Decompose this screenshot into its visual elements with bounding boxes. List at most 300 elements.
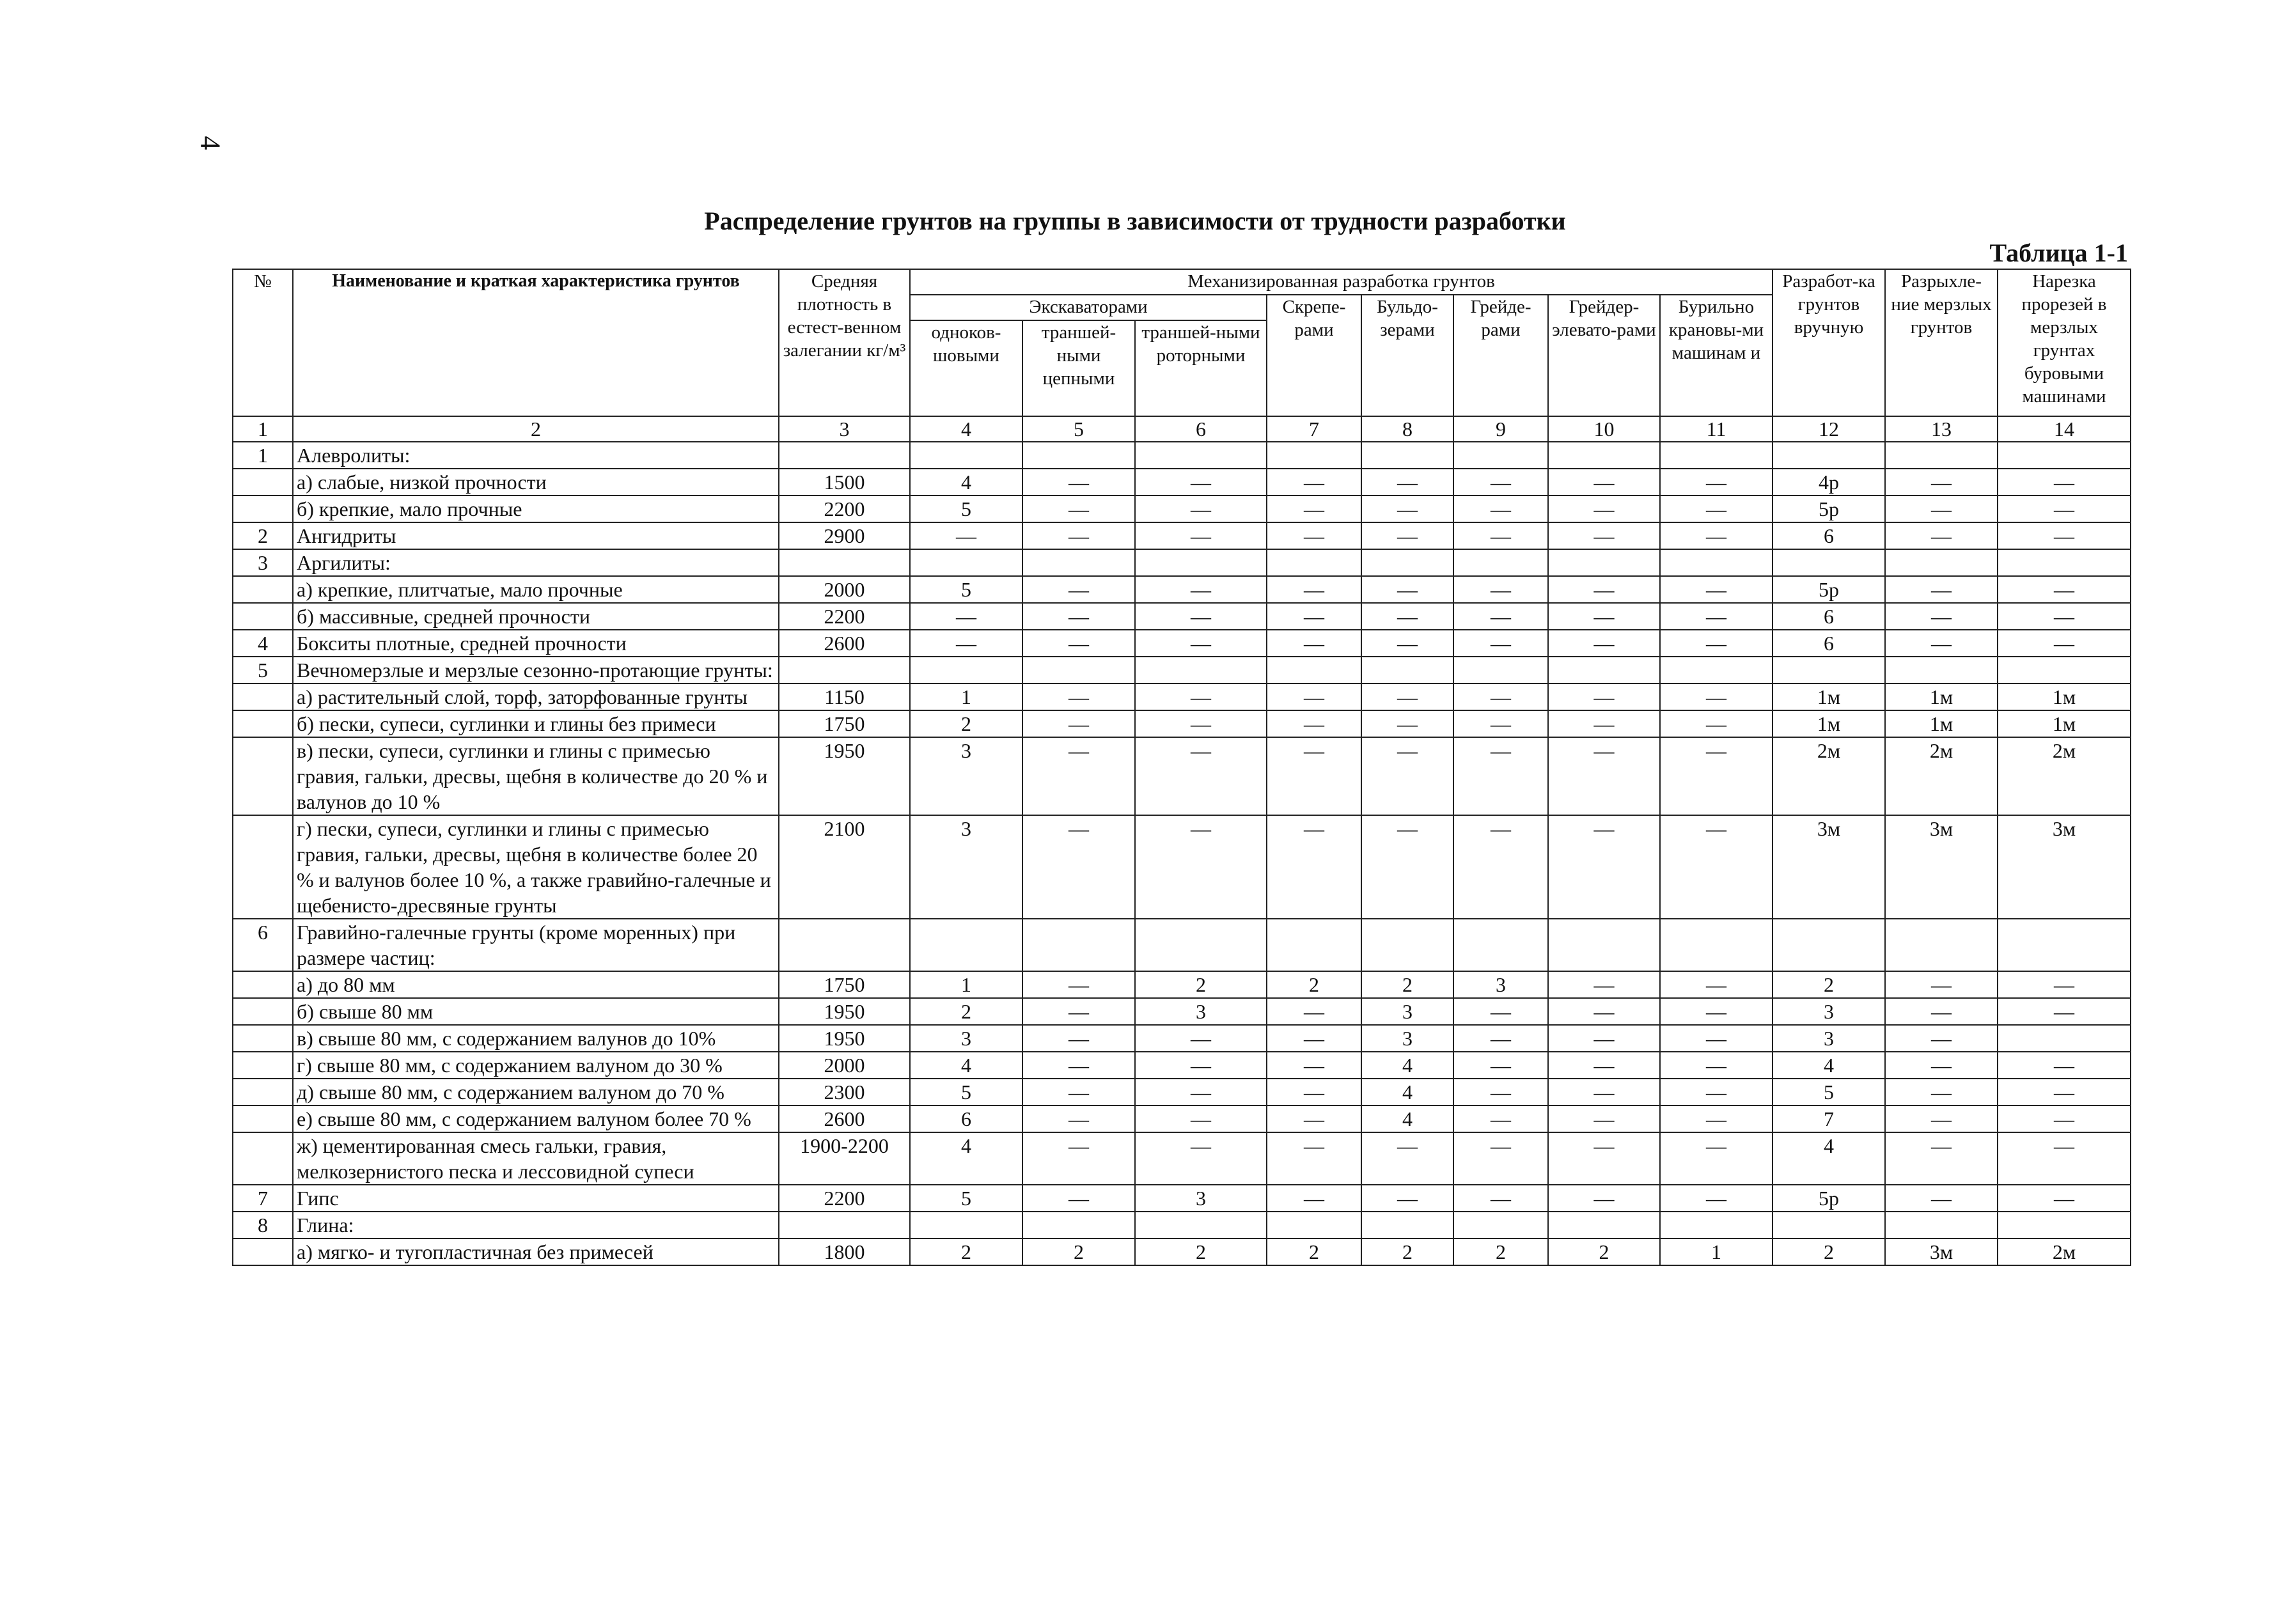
- group-cell: [1453, 1212, 1548, 1238]
- table-title: Распределение грунтов на группы в зависимости от трудности разработки: [704, 207, 1566, 235]
- table-row: [233, 1025, 2131, 1052]
- group-cell: —: [1998, 1185, 2131, 1212]
- group-cell: 6: [1773, 630, 1885, 657]
- soil-name-cell: Гипс: [293, 1185, 779, 1212]
- group-cell: 1м: [1773, 683, 1885, 710]
- table-row: [233, 683, 2131, 710]
- group-cell: —: [1453, 496, 1548, 522]
- group-cell: —: [1998, 998, 2131, 1025]
- group-cell: [1022, 442, 1135, 469]
- group-cell: 5: [910, 1079, 1022, 1105]
- soil-name-cell: д) свыше 80 мм, с содержанием валуном до 70 %: [293, 1079, 779, 1105]
- group-cell: —: [1361, 469, 1453, 496]
- group-cell: 2: [1361, 971, 1453, 998]
- group-cell: —: [1022, 998, 1135, 1025]
- group-cell: [1267, 1212, 1361, 1238]
- group-cell: —: [1022, 522, 1135, 549]
- group-cell: 5р: [1773, 576, 1885, 603]
- group-cell: —: [910, 603, 1022, 630]
- group-cell: 2: [910, 998, 1022, 1025]
- group-cell: 1: [910, 683, 1022, 710]
- group-cell: —: [1135, 710, 1267, 737]
- group-cell: [1773, 442, 1885, 469]
- group-cell: [1885, 657, 1998, 683]
- group-cell: —: [1267, 683, 1361, 710]
- group-cell: 1м: [1885, 710, 1998, 737]
- row-no-cell: [233, 998, 293, 1025]
- header-excavators: Экскаваторами: [910, 295, 1267, 320]
- table-row: [233, 971, 2131, 998]
- density-cell: 1750: [779, 710, 910, 737]
- col-number: 4: [910, 416, 1022, 442]
- group-cell: —: [1022, 630, 1135, 657]
- group-cell: —: [1453, 1025, 1548, 1052]
- group-cell: [1022, 657, 1135, 683]
- group-cell: [1022, 919, 1135, 971]
- group-cell: [910, 1212, 1022, 1238]
- group-cell: 3м: [1885, 1238, 1998, 1265]
- header-bulldozers: Бульдо-зерами: [1361, 295, 1453, 416]
- table-row: [233, 815, 2131, 919]
- group-cell: [1453, 549, 1548, 576]
- group-cell: —: [910, 630, 1022, 657]
- density-cell: 2200: [779, 496, 910, 522]
- group-cell: —: [1022, 971, 1135, 998]
- group-cell: [1660, 442, 1773, 469]
- table-row: [233, 1212, 2131, 1238]
- group-cell: —: [1361, 710, 1453, 737]
- group-cell: —: [1885, 1132, 1998, 1185]
- table-row: [233, 1079, 2131, 1105]
- group-cell: [1885, 919, 1998, 971]
- group-cell: 3м: [1998, 815, 2131, 919]
- group-cell: 6: [1773, 603, 1885, 630]
- group-cell: —: [1660, 1105, 1773, 1132]
- group-cell: —: [1267, 630, 1361, 657]
- group-cell: 5: [910, 496, 1022, 522]
- group-cell: 2: [1453, 1238, 1548, 1265]
- group-cell: —: [1885, 603, 1998, 630]
- group-cell: —: [1998, 576, 2131, 603]
- soil-name-cell: а) до 80 мм: [293, 971, 779, 998]
- density-cell: 2000: [779, 576, 910, 603]
- group-cell: 4р: [1773, 469, 1885, 496]
- group-cell: 3: [910, 815, 1022, 919]
- group-cell: [1548, 549, 1660, 576]
- soil-name-cell: Бокситы плотные, средней прочности: [293, 630, 779, 657]
- density-cell: 1800: [779, 1238, 910, 1265]
- group-cell: 1м: [1998, 710, 2131, 737]
- table-row: [233, 630, 2131, 657]
- group-cell: —: [1361, 496, 1453, 522]
- group-cell: —: [1022, 603, 1135, 630]
- group-cell: —: [1453, 710, 1548, 737]
- group-cell: 3: [1135, 1185, 1267, 1212]
- group-cell: 4: [1361, 1052, 1453, 1079]
- group-cell: —: [1660, 496, 1773, 522]
- group-cell: 4: [910, 1052, 1022, 1079]
- group-cell: 3: [1773, 1025, 1885, 1052]
- density-cell: 1900-2200: [779, 1132, 910, 1185]
- group-cell: 2: [1773, 1238, 1885, 1265]
- group-cell: —: [1660, 710, 1773, 737]
- row-no-cell: [233, 1079, 293, 1105]
- group-cell: —: [1022, 1079, 1135, 1105]
- group-cell: 4: [1361, 1105, 1453, 1132]
- group-cell: 4: [1773, 1132, 1885, 1185]
- group-cell: [1773, 1212, 1885, 1238]
- group-cell: 2м: [1998, 1238, 2131, 1265]
- row-no-cell: [233, 971, 293, 998]
- group-cell: 6: [1773, 522, 1885, 549]
- group-cell: —: [1453, 1105, 1548, 1132]
- row-no-cell: [233, 469, 293, 496]
- group-cell: —: [1453, 737, 1548, 815]
- soil-name-cell: б) свыше 80 мм: [293, 998, 779, 1025]
- group-cell: —: [1135, 1079, 1267, 1105]
- group-cell: —: [1022, 815, 1135, 919]
- header-excav-rotor: траншей-ными роторными: [1135, 320, 1267, 416]
- group-cell: —: [1548, 1105, 1660, 1132]
- header-density: Средняя плотность в естест-венном залегании кг/м³: [779, 269, 910, 416]
- group-cell: —: [1548, 683, 1660, 710]
- group-cell: 5: [910, 1185, 1022, 1212]
- col-number: 10: [1548, 416, 1660, 442]
- group-cell: [910, 549, 1022, 576]
- col-number: 13: [1885, 416, 1998, 442]
- group-cell: 3м: [1885, 815, 1998, 919]
- group-cell: —: [1660, 998, 1773, 1025]
- group-cell: —: [1267, 469, 1361, 496]
- header-no: №: [233, 269, 293, 416]
- table-row: [233, 1238, 2131, 1265]
- table-row: [233, 603, 2131, 630]
- group-cell: —: [1361, 737, 1453, 815]
- row-no-cell: 1: [233, 442, 293, 469]
- group-cell: —: [1548, 1079, 1660, 1105]
- group-cell: [1548, 1212, 1660, 1238]
- soil-name-cell: е) свыше 80 мм, с содержанием валуном более 70 %: [293, 1105, 779, 1132]
- group-cell: —: [1135, 496, 1267, 522]
- density-cell: [779, 919, 910, 971]
- group-cell: —: [1885, 469, 1998, 496]
- group-cell: 5р: [1773, 496, 1885, 522]
- group-cell: —: [1361, 603, 1453, 630]
- group-cell: —: [1548, 1132, 1660, 1185]
- soil-name-cell: в) свыше 80 мм, с содержанием валунов до 10%: [293, 1025, 779, 1052]
- group-cell: —: [1660, 576, 1773, 603]
- row-no-cell: 5: [233, 657, 293, 683]
- group-cell: —: [1267, 496, 1361, 522]
- group-cell: —: [1135, 603, 1267, 630]
- group-cell: 5р: [1773, 1185, 1885, 1212]
- group-cell: —: [1548, 630, 1660, 657]
- group-cell: [1267, 549, 1361, 576]
- table-row: [233, 737, 2131, 815]
- row-no-cell: [233, 683, 293, 710]
- group-cell: [1885, 1212, 1998, 1238]
- group-cell: —: [1135, 522, 1267, 549]
- group-cell: [1548, 919, 1660, 971]
- group-cell: —: [1267, 710, 1361, 737]
- group-cell: —: [1660, 469, 1773, 496]
- group-cell: 1м: [1998, 683, 2131, 710]
- col-number: 8: [1361, 416, 1453, 442]
- group-cell: —: [1660, 815, 1773, 919]
- density-cell: [779, 1212, 910, 1238]
- group-cell: [1022, 1212, 1135, 1238]
- group-cell: [1135, 442, 1267, 469]
- group-cell: —: [1885, 998, 1998, 1025]
- group-cell: —: [1267, 1185, 1361, 1212]
- group-cell: —: [1453, 522, 1548, 549]
- soil-name-cell: а) слабые, низкой прочности: [293, 469, 779, 496]
- group-cell: —: [1660, 603, 1773, 630]
- table-row: [233, 522, 2131, 549]
- group-cell: [1135, 549, 1267, 576]
- group-cell: [1135, 1212, 1267, 1238]
- group-cell: [1998, 442, 2131, 469]
- group-cell: —: [1267, 737, 1361, 815]
- group-cell: 6: [910, 1105, 1022, 1132]
- group-cell: 2: [1022, 1238, 1135, 1265]
- group-cell: 4: [1361, 1079, 1453, 1105]
- group-cell: —: [1885, 630, 1998, 657]
- group-cell: [1998, 657, 2131, 683]
- soil-name-cell: а) растительный слой, торф, заторфованные грунты: [293, 683, 779, 710]
- row-no-cell: [233, 815, 293, 919]
- density-cell: 1150: [779, 683, 910, 710]
- header-excav-chain: траншей-ными цепными: [1022, 320, 1135, 416]
- soil-name-cell: Глина:: [293, 1212, 779, 1238]
- group-cell: —: [1022, 1025, 1135, 1052]
- table-row: [233, 710, 2131, 737]
- group-cell: [1773, 657, 1885, 683]
- row-no-cell: 7: [233, 1185, 293, 1212]
- group-cell: —: [1022, 1052, 1135, 1079]
- group-cell: —: [1022, 576, 1135, 603]
- group-cell: —: [1660, 522, 1773, 549]
- col-number: 11: [1660, 416, 1773, 442]
- group-cell: —: [1453, 469, 1548, 496]
- group-cell: [1548, 657, 1660, 683]
- soil-name-cell: в) пески, супеси, суглинки и глины с примесью гравия, гальки, дресвы, щебня в количестве до 20 % и валунов до 10 %: [293, 737, 779, 815]
- row-no-cell: [233, 1132, 293, 1185]
- group-cell: —: [1998, 1105, 2131, 1132]
- density-cell: 2000: [779, 1052, 910, 1079]
- row-no-cell: [233, 737, 293, 815]
- group-cell: 2: [1267, 971, 1361, 998]
- group-cell: [1773, 919, 1885, 971]
- group-cell: —: [1998, 603, 2131, 630]
- group-cell: [1998, 919, 2131, 971]
- density-cell: 1950: [779, 1025, 910, 1052]
- group-cell: —: [1453, 683, 1548, 710]
- soil-name-cell: Алевролиты:: [293, 442, 779, 469]
- table-header: [233, 269, 2131, 416]
- header-scrapers: Скрепе-рами: [1267, 295, 1361, 416]
- group-cell: 3: [1361, 998, 1453, 1025]
- group-cell: —: [1885, 1025, 1998, 1052]
- row-no-cell: [233, 1052, 293, 1079]
- group-cell: —: [1453, 630, 1548, 657]
- group-cell: —: [1135, 1132, 1267, 1185]
- density-cell: 2300: [779, 1079, 910, 1105]
- group-cell: —: [1548, 1052, 1660, 1079]
- group-cell: —: [1998, 469, 2131, 496]
- group-cell: [1885, 549, 1998, 576]
- group-cell: —: [1022, 710, 1135, 737]
- group-cell: —: [1267, 1079, 1361, 1105]
- group-cell: 4: [1773, 1052, 1885, 1079]
- group-cell: —: [1660, 1132, 1773, 1185]
- group-cell: —: [1548, 1185, 1660, 1212]
- group-cell: 3: [910, 1025, 1022, 1052]
- table-row: [233, 1185, 2131, 1212]
- density-cell: 2900: [779, 522, 910, 549]
- table-row: [233, 657, 2131, 683]
- group-cell: [1361, 919, 1453, 971]
- soil-name-cell: а) мягко- и тугопластичная без примесей: [293, 1238, 779, 1265]
- soil-name-cell: б) пески, супеси, суглинки и глины без примеси: [293, 710, 779, 737]
- group-cell: —: [1453, 1052, 1548, 1079]
- group-cell: —: [1998, 630, 2131, 657]
- group-cell: [1267, 919, 1361, 971]
- group-cell: —: [1548, 1025, 1660, 1052]
- group-cell: [1773, 549, 1885, 576]
- group-cell: —: [910, 522, 1022, 549]
- group-cell: —: [1453, 1079, 1548, 1105]
- group-cell: [910, 657, 1022, 683]
- soil-name-cell: г) пески, супеси, суглинки и глины с примесью гравия, гальки, дресвы, щебня в количестве более 20 % и валунов более 10 %, а также гравийно-галечные и щебенисто-дресвяные грунты: [293, 815, 779, 919]
- col-number: 14: [1998, 416, 2131, 442]
- soil-name-cell: г) свыше 80 мм, с содержанием валуном до 30 %: [293, 1052, 779, 1079]
- group-cell: —: [1548, 469, 1660, 496]
- group-cell: [1660, 919, 1773, 971]
- group-cell: 2м: [1773, 737, 1885, 815]
- group-cell: —: [1453, 1185, 1548, 1212]
- group-cell: [1453, 442, 1548, 469]
- group-cell: —: [1548, 496, 1660, 522]
- group-cell: —: [1548, 576, 1660, 603]
- soil-groups-table: [232, 269, 2131, 1266]
- group-cell: —: [1998, 1132, 2131, 1185]
- table-caption: Таблица 1-1: [1989, 238, 2128, 267]
- group-cell: —: [1885, 1185, 1998, 1212]
- group-cell: —: [1660, 683, 1773, 710]
- group-cell: —: [1885, 1079, 1998, 1105]
- group-cell: —: [1267, 1025, 1361, 1052]
- row-no-cell: 6: [233, 919, 293, 971]
- group-cell: —: [1361, 630, 1453, 657]
- group-cell: 5: [1773, 1079, 1885, 1105]
- col-number: 2: [293, 416, 779, 442]
- table-row: [233, 576, 2131, 603]
- row-no-cell: [233, 710, 293, 737]
- density-cell: 2600: [779, 630, 910, 657]
- group-cell: —: [1885, 522, 1998, 549]
- group-cell: —: [1135, 1052, 1267, 1079]
- group-cell: —: [1022, 469, 1135, 496]
- col-number: 9: [1453, 416, 1548, 442]
- soil-name-cell: б) массивные, средней прочности: [293, 603, 779, 630]
- group-cell: —: [1361, 522, 1453, 549]
- table-row: [233, 496, 2131, 522]
- group-cell: [910, 919, 1022, 971]
- group-cell: 3м: [1773, 815, 1885, 919]
- row-no-cell: [233, 603, 293, 630]
- group-cell: —: [1885, 1105, 1998, 1132]
- group-cell: —: [1022, 1132, 1135, 1185]
- density-cell: 1950: [779, 998, 910, 1025]
- density-cell: 1950: [779, 737, 910, 815]
- group-cell: 7: [1773, 1105, 1885, 1132]
- group-cell: [1361, 442, 1453, 469]
- density-cell: [779, 657, 910, 683]
- group-cell: [910, 442, 1022, 469]
- group-cell: 3: [910, 737, 1022, 815]
- group-cell: 3: [1773, 998, 1885, 1025]
- row-no-cell: [233, 1025, 293, 1052]
- soil-name-cell: Гравийно-галечные грунты (кроме моренных) при размере частиц:: [293, 919, 779, 971]
- header-drill-crane: Бурильно крановы-ми машинам и: [1660, 295, 1773, 416]
- row-no-cell: 2: [233, 522, 293, 549]
- group-cell: —: [1998, 522, 2131, 549]
- group-cell: —: [1022, 683, 1135, 710]
- table-row: [233, 1052, 2131, 1079]
- group-cell: —: [1660, 1079, 1773, 1105]
- header-name: Наименование и краткая характеристика грунтов: [293, 269, 779, 416]
- header-graders: Грейде-рами: [1453, 295, 1548, 416]
- group-cell: [1998, 549, 2131, 576]
- table-row: [233, 1132, 2131, 1185]
- group-cell: —: [1135, 1105, 1267, 1132]
- group-cell: —: [1998, 1052, 2131, 1079]
- group-cell: —: [1267, 1132, 1361, 1185]
- row-no-cell: [233, 496, 293, 522]
- group-cell: —: [1548, 998, 1660, 1025]
- table-row: [233, 919, 2131, 971]
- group-cell: 2: [1267, 1238, 1361, 1265]
- group-cell: —: [1998, 971, 2131, 998]
- group-cell: 2: [1135, 971, 1267, 998]
- group-cell: [1267, 657, 1361, 683]
- header-mechanized: Механизированная разработка грунтов: [910, 269, 1773, 295]
- group-cell: —: [1361, 815, 1453, 919]
- group-cell: 2м: [1885, 737, 1998, 815]
- col-number: 6: [1135, 416, 1267, 442]
- group-cell: [1361, 549, 1453, 576]
- group-cell: —: [1135, 815, 1267, 919]
- col-number: 5: [1022, 416, 1135, 442]
- group-cell: —: [1885, 496, 1998, 522]
- group-cell: —: [1885, 576, 1998, 603]
- group-cell: —: [1885, 971, 1998, 998]
- group-cell: —: [1998, 496, 2131, 522]
- density-cell: 2100: [779, 815, 910, 919]
- table-row: [233, 1105, 2131, 1132]
- group-cell: —: [1361, 1185, 1453, 1212]
- group-cell: —: [1548, 971, 1660, 998]
- group-cell: [1453, 657, 1548, 683]
- group-cell: —: [1135, 737, 1267, 815]
- group-cell: 3: [1453, 971, 1548, 998]
- group-cell: [1998, 1212, 2131, 1238]
- density-cell: 2600: [779, 1105, 910, 1132]
- group-cell: 1м: [1885, 683, 1998, 710]
- group-cell: —: [1453, 998, 1548, 1025]
- group-cell: —: [1998, 1079, 2131, 1105]
